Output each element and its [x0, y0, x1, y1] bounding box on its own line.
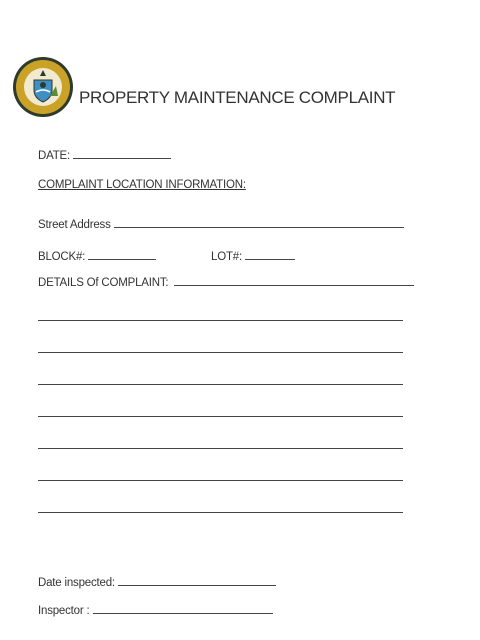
street-address-field[interactable] [38, 217, 404, 231]
details-label: DETAILS Of COMPLAINT: [38, 277, 169, 289]
date-inspected-label: Date inspected: [38, 577, 115, 589]
street-address-label: Street Address [38, 219, 111, 231]
complaint-location-heading: COMPLAINT LOCATION INFORMATION: [38, 179, 246, 191]
details-field[interactable] [38, 275, 414, 289]
block-line[interactable] [88, 249, 156, 260]
date-line[interactable] [73, 148, 171, 159]
details-line[interactable] [38, 512, 403, 513]
details-line-first[interactable] [174, 275, 414, 286]
date-inspected-field[interactable] [38, 575, 276, 589]
lot-field[interactable] [211, 249, 295, 263]
block-label: BLOCK#: [38, 251, 86, 263]
details-line[interactable] [38, 416, 403, 417]
block-field[interactable] [38, 249, 156, 263]
township-seal-icon [12, 56, 74, 118]
lot-label: LOT#: [211, 251, 242, 263]
details-line[interactable] [38, 320, 403, 321]
inspector-line[interactable] [93, 603, 273, 614]
page-title: PROPERTY MAINTENANCE COMPLAINT [79, 88, 396, 107]
date-field[interactable] [38, 148, 171, 162]
details-line[interactable] [38, 448, 403, 449]
details-line[interactable] [38, 352, 403, 353]
date-label: DATE: [38, 150, 71, 162]
inspector-label: Inspector : [38, 605, 90, 617]
lot-line[interactable] [245, 249, 295, 260]
details-line[interactable] [38, 384, 403, 385]
date-inspected-line[interactable] [118, 575, 276, 586]
details-line[interactable] [38, 480, 403, 481]
inspector-field[interactable] [38, 603, 273, 617]
street-address-line[interactable] [114, 217, 404, 228]
